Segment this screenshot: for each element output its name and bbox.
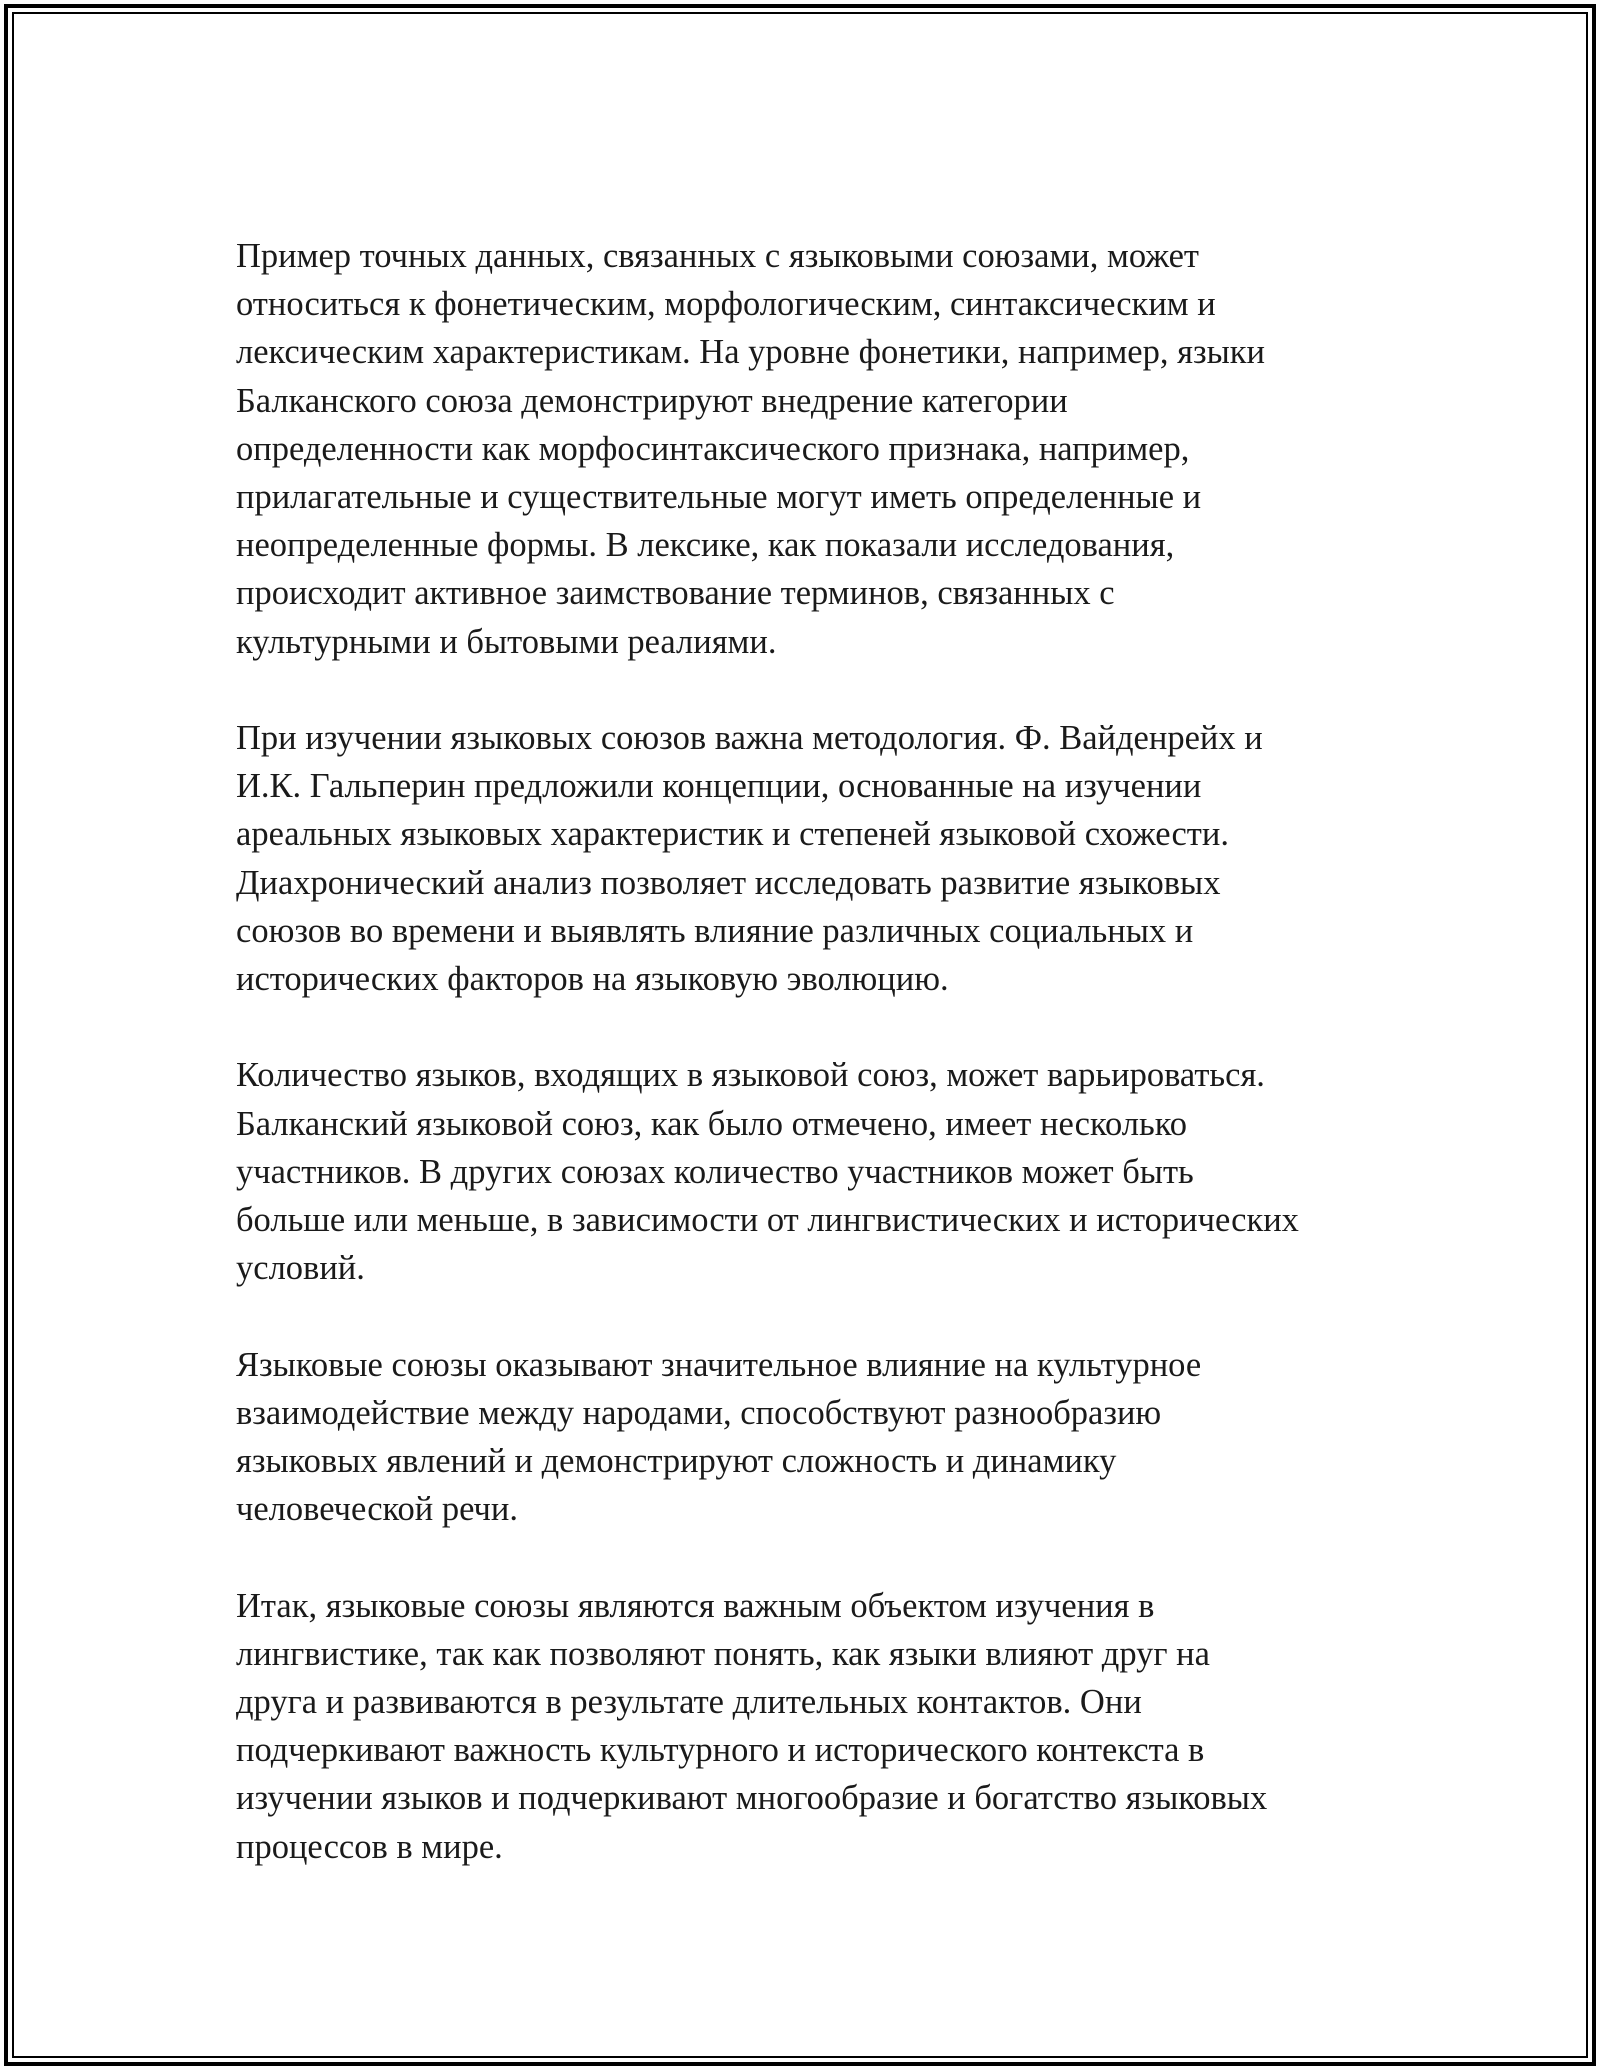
- text-line: изучении языков и подчеркивают многообразие и богатство языковых: [236, 1779, 1268, 1818]
- paragraph-2: [236, 714, 1376, 1003]
- paragraph-3: [236, 1051, 1376, 1292]
- text-line: Пример точных данных, связанных с языковыми союзами, может: [236, 237, 1199, 275]
- text-line: Итак, языковые союзы являются важным объектом изучения в: [236, 1586, 1155, 1625]
- paragraph-4: [236, 1341, 1376, 1534]
- text-line: друга и развиваются в результате длительных контактов. Они: [236, 1683, 1142, 1722]
- text-line: Количество языков, входящих в языковой союз, может варьироваться.: [236, 1056, 1265, 1095]
- text-line: участников. В других союзах количество участников может быть: [236, 1152, 1194, 1191]
- text-line: неопределенные формы. В лексике, как показали исследования,: [236, 526, 1175, 565]
- text-line: относиться к фонетическим, морфологическим, синтаксическим и: [236, 285, 1216, 324]
- text-line: условий.: [236, 1249, 365, 1288]
- text-line: Диахронический анализ позволяет исследовать развитие языковых: [236, 863, 1221, 902]
- text-line: прилагательные и существительные могут иметь определенные и: [236, 478, 1202, 517]
- text-line: взаимодействие между народами, способствуют разнообразию: [236, 1393, 1162, 1432]
- text-line: союзов во времени и выявлять влияние различных социальных и: [236, 911, 1194, 950]
- text-line: культурными и бытовыми реалиями.: [236, 622, 777, 661]
- text-line: ареальных языковых характеристик и степеней языковой схожести.: [236, 815, 1229, 854]
- text-line: больше или меньше, в зависимости от лингвистических и исторических: [236, 1201, 1299, 1240]
- text-line: И.К. Гальперин предложили концепции, основанные на изучении: [236, 767, 1202, 806]
- text-line: Балканского союза демонстрируют внедрение категории: [236, 381, 1068, 420]
- text-line: определенности как морфосинтаксического признака, например,: [236, 429, 1190, 468]
- text-line: человеческой речи.: [236, 1490, 518, 1529]
- text-line: Балканский языковой союз, как было отмечено, имеет несколько: [236, 1104, 1187, 1143]
- text-line: процессов в мире.: [236, 1827, 503, 1866]
- text-line: лингвистике, так как позволяют понять, как языки влияют друг на: [236, 1634, 1210, 1673]
- text-line: подчеркивают важность культурного и исторического контекста в: [236, 1731, 1205, 1770]
- text-line: При изучении языковых союзов важна методология. Ф. Вайденрейх и: [236, 719, 1263, 758]
- paragraph-1: [236, 232, 1376, 666]
- text-line: лексическим характеристикам. На уровне фонетики, например, языки: [236, 333, 1266, 372]
- document-body: [236, 232, 1376, 1919]
- text-line: языковых явлений и демонстрируют сложность и динамику: [236, 1442, 1117, 1481]
- text-line: исторических факторов на языковую эволюцию.: [236, 960, 949, 999]
- text-line: Языковые союзы оказывают значительное влияние на культурное: [236, 1345, 1202, 1384]
- paragraph-5: [236, 1582, 1376, 1871]
- text-line: происходит активное заимствование терминов, связанных с: [236, 574, 1115, 613]
